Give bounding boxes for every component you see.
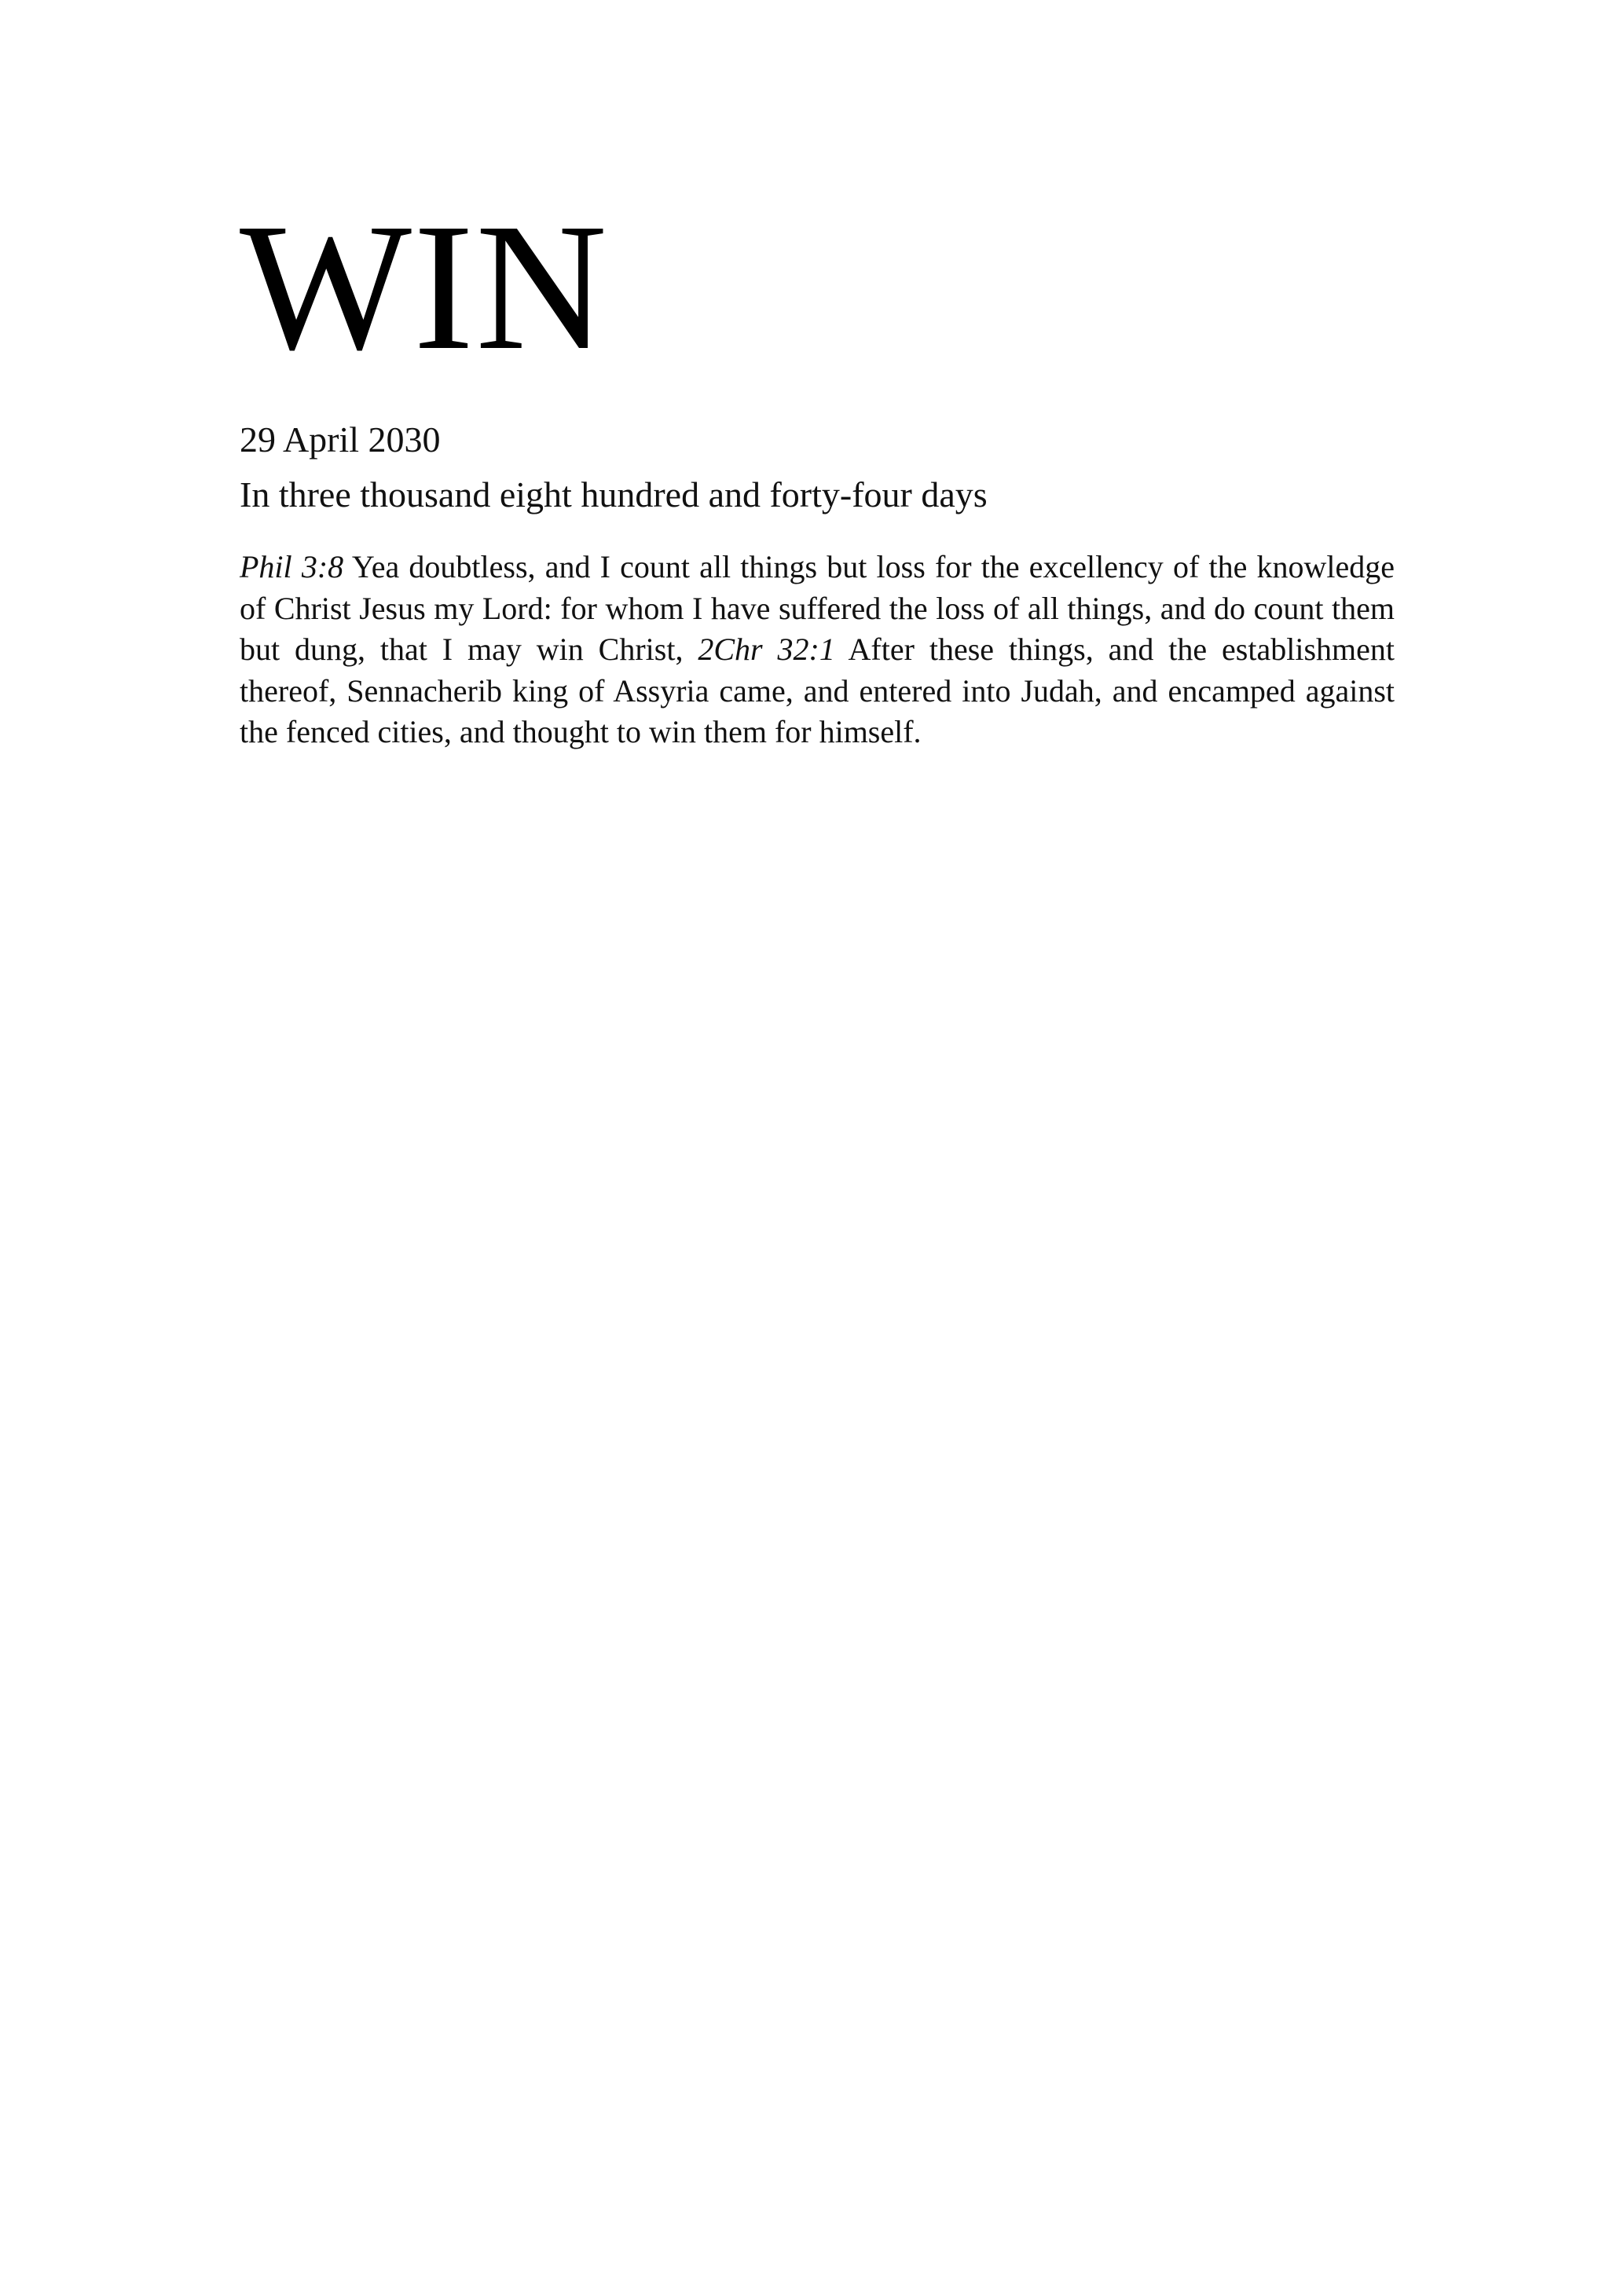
scripture-reference: Phil 3:8 bbox=[240, 549, 344, 584]
scripture-reference: 2Chr 32:1 bbox=[698, 632, 835, 667]
scripture-text: Yea doubtless, and I count all things but loss for the excellency of the knowledge of Christ Jesus my Lord: for whom I have suffered the loss of all things, and do count them but dung, that I may win Christ, bbox=[240, 549, 1395, 667]
countdown-line: In three thousand eight hundred and forty-four days bbox=[240, 474, 988, 514]
scripture-paragraph bbox=[240, 547, 1395, 753]
scripture-text: After these things, and the establishment thereof, Sennacherib king of Assyria came, and entered into Judah, and encamped against the fenced cities, and thought to win them for himself. bbox=[240, 632, 1395, 749]
page-title: WIN bbox=[240, 186, 609, 388]
date-line: 29 April 2030 bbox=[240, 419, 441, 460]
